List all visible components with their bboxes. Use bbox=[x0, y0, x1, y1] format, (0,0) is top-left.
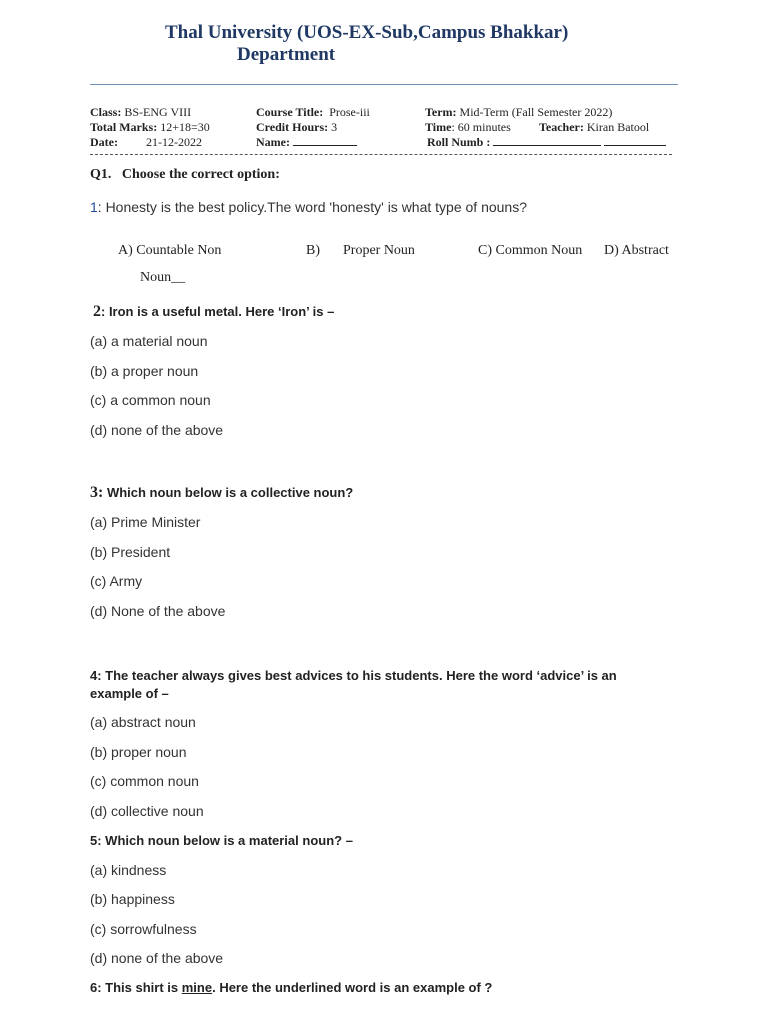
question-6-number: 6 bbox=[90, 980, 98, 995]
roll-label: Roll Numb : bbox=[427, 135, 491, 149]
question-4 bbox=[90, 668, 617, 683]
date-label: Date: bbox=[90, 135, 118, 149]
q2-option-c[interactable]: (c) a common noun bbox=[90, 392, 211, 408]
course-info bbox=[256, 105, 370, 120]
time-info bbox=[425, 120, 511, 135]
marks-label: Total Marks: bbox=[90, 120, 158, 134]
q2-option-b[interactable]: (b) a proper noun bbox=[90, 363, 199, 379]
time-value: : 60 minutes bbox=[451, 120, 511, 134]
q5-option-b[interactable]: (b) happiness bbox=[90, 891, 175, 907]
date-info bbox=[90, 135, 202, 150]
credit-label: Credit Hours: bbox=[256, 120, 329, 134]
name-label: Name: bbox=[256, 135, 290, 149]
q1-option-b-letter: B) bbox=[306, 243, 320, 258]
university-title: Thal University (UOS-EX-Sub,Campus Bhakkar) bbox=[165, 22, 569, 43]
q3-option-c[interactable]: (c) Army bbox=[90, 573, 143, 589]
question-4-text-line1: : The teacher always gives best advices to his students. Here the word ‘advice’ is an bbox=[97, 668, 617, 683]
question-4-text-line2: example of – bbox=[90, 686, 169, 701]
date-value: 21-12-2022 bbox=[145, 135, 202, 149]
question-6 bbox=[90, 980, 492, 995]
question-6-underlined-word: mine bbox=[181, 980, 213, 995]
term-info bbox=[425, 105, 612, 120]
separator-line bbox=[90, 154, 672, 155]
q2-option-d[interactable]: (d) none of the above bbox=[90, 422, 224, 438]
term-value: Mid-Term (Fall Semester 2022) bbox=[459, 105, 613, 119]
question-1-text: : Honesty is the best policy.The word 'honesty' is what type of nouns? bbox=[97, 199, 527, 215]
department-title: Department bbox=[237, 44, 336, 65]
marks-value: 12+18=30 bbox=[160, 120, 210, 134]
question-2-number: 2 bbox=[93, 303, 101, 320]
question-6-text-before: : This shirt is bbox=[97, 980, 182, 995]
question-1 bbox=[90, 199, 527, 215]
question-2-text: : Iron is a useful metal. Here ‘Iron’ is – bbox=[101, 304, 335, 319]
section-text: Choose the correct option: bbox=[121, 167, 280, 182]
q1-option-a[interactable]: A) Countable Non bbox=[118, 243, 222, 258]
question-5-text: : Which noun below is a material noun? – bbox=[97, 833, 353, 848]
marks-info bbox=[90, 120, 210, 135]
roll-info bbox=[427, 135, 666, 150]
q1-option-d[interactable]: D) Abstract bbox=[604, 243, 669, 258]
teacher-value: Kiran Batool bbox=[586, 120, 650, 134]
q4-option-a[interactable]: (a) abstract noun bbox=[90, 714, 196, 730]
header-rule bbox=[90, 84, 678, 85]
q5-option-d[interactable]: (d) none of the above bbox=[90, 950, 224, 966]
q4-option-c[interactable]: (c) common noun bbox=[90, 773, 199, 789]
name-field[interactable] bbox=[293, 135, 357, 146]
section-header bbox=[90, 167, 280, 183]
question-3 bbox=[90, 484, 353, 502]
question-5-number: 5 bbox=[90, 833, 98, 848]
q3-option-b[interactable]: (b) President bbox=[90, 544, 171, 560]
question-3-text: Which noun below is a collective noun? bbox=[106, 485, 354, 500]
q2-option-a[interactable]: (a) a material noun bbox=[90, 333, 208, 349]
question-3-number: 3: bbox=[90, 484, 104, 501]
q4-option-d[interactable]: (d) collective noun bbox=[90, 803, 204, 819]
question-2 bbox=[93, 303, 334, 321]
class-info bbox=[90, 105, 191, 120]
roll-field[interactable] bbox=[493, 135, 601, 146]
course-label: Course Title: bbox=[256, 105, 324, 119]
teacher-label: Teacher: bbox=[539, 120, 584, 134]
roll-field-extra[interactable] bbox=[604, 135, 666, 146]
q3-option-a[interactable]: (a) Prime Minister bbox=[90, 514, 201, 530]
section-label: Q1. bbox=[90, 167, 112, 182]
credit-value: 3 bbox=[331, 120, 338, 134]
question-4-number: 4 bbox=[90, 668, 98, 683]
class-value: BS-ENG VIII bbox=[124, 105, 192, 119]
q5-option-c[interactable]: (c) sorrowfulness bbox=[90, 921, 197, 937]
q5-option-a[interactable]: (a) kindness bbox=[90, 862, 167, 878]
q1-option-c[interactable]: C) Common Noun bbox=[478, 243, 583, 258]
q1-option-a-cont: Noun__ bbox=[140, 270, 186, 285]
class-label: Class: bbox=[90, 105, 122, 119]
credit-info bbox=[256, 120, 337, 135]
q4-option-b[interactable]: (b) proper noun bbox=[90, 744, 187, 760]
time-label: Time bbox=[425, 120, 452, 134]
question-1-number: 1 bbox=[90, 199, 98, 215]
q3-option-d[interactable]: (d) None of the above bbox=[90, 603, 226, 619]
course-value: Prose-iii bbox=[329, 105, 370, 119]
question-6-text-after: . Here the underlined word is an example of ? bbox=[212, 980, 493, 995]
term-label: Term: bbox=[425, 105, 457, 119]
q1-option-b[interactable]: Proper Noun bbox=[343, 243, 415, 258]
question-5 bbox=[90, 833, 353, 848]
name-info bbox=[256, 135, 357, 150]
teacher-info bbox=[539, 120, 649, 135]
